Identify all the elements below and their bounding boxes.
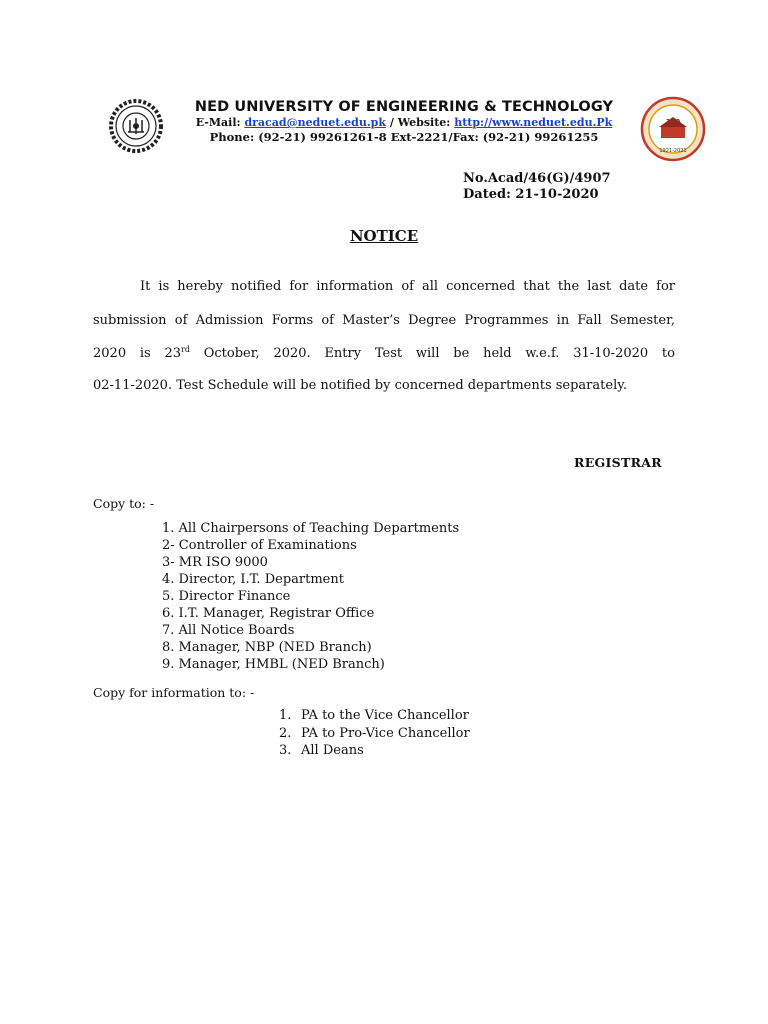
list-item: 2- Controller of Examinations [162, 538, 357, 553]
contact-line [160, 116, 648, 129]
logo-year-text: 1921-2021 [659, 148, 687, 154]
university-name: NED UNIVERSITY OF ENGINEERING & TECHNOLOGY [194, 99, 614, 115]
list-item [279, 725, 470, 743]
notice-body-line-2: submission of Admission Forms of Master’s Degree Programmes in Fall Semester, [93, 313, 675, 328]
reference-number: No.Acad/46(G)/4907 [463, 171, 611, 186]
notice-title: NOTICE [349, 227, 419, 245]
website-link[interactable]: http://www.neduet.edu.Pk [454, 116, 613, 129]
list-item: 5. Director Finance [162, 589, 291, 604]
notice-body-line-4: 02-11-2020. Test Schedule will be notified by concerned departments separately. [93, 378, 627, 393]
copy-to-list [162, 520, 459, 673]
list-item-text: PA to the Vice Chancellor [301, 708, 469, 723]
phone-fax-line: Phone: (92-21) 99261261-8 Ext-2221/Fax: (92-21) 99261255 [209, 130, 599, 144]
ned-gear-logo-icon [108, 98, 164, 154]
logo-centre-text: 100 [665, 118, 681, 126]
list-item: 9. Manager, HMBL (NED Branch) [162, 657, 385, 672]
centenary-logo-icon [640, 96, 706, 162]
list-item-text: All Deans [301, 743, 364, 758]
list-item [279, 742, 470, 760]
notice-body-line-3a: 2020 is 23 [93, 346, 182, 361]
list-item: 7. All Notice Boards [162, 623, 295, 638]
copy-to-heading: Copy to: - [93, 496, 155, 511]
list-item: 1. All Chairpersons of Teaching Departments [162, 521, 460, 536]
copy-for-information-list [279, 707, 470, 760]
notice-body-line-3 [93, 345, 675, 361]
website-label: / Website: [389, 116, 451, 129]
list-item-number: 3. [279, 743, 292, 758]
email-link[interactable]: dracad@neduet.edu.pk [244, 116, 386, 129]
email-label: E-Mail: [195, 116, 241, 129]
list-item: 3- MR ISO 9000 [162, 555, 268, 570]
copy-for-information-heading: Copy for information to: - [93, 685, 255, 700]
list-item-text: PA to Pro-Vice Chancellor [301, 725, 470, 741]
list-item [279, 707, 470, 725]
list-item-number: 2. [279, 725, 292, 741]
list-item: 6. I.T. Manager, Registrar Office [162, 606, 375, 621]
list-item: 4. Director, I.T. Department [162, 572, 344, 587]
notice-body-line-3b: October, 2020. Entry Test will be held w.e.f. 31-10-2020 to [189, 346, 675, 361]
list-item: 8. Manager, NBP (NED Branch) [162, 640, 372, 655]
signatory-registrar: REGISTRAR [574, 455, 662, 470]
list-item-number: 1. [279, 708, 292, 723]
ordinal-suffix: rd [181, 345, 190, 354]
date-line: Dated: 21-10-2020 [463, 187, 599, 202]
notice-body-line-1: It is hereby notified for information of all concerned that the last date for [140, 279, 675, 294]
